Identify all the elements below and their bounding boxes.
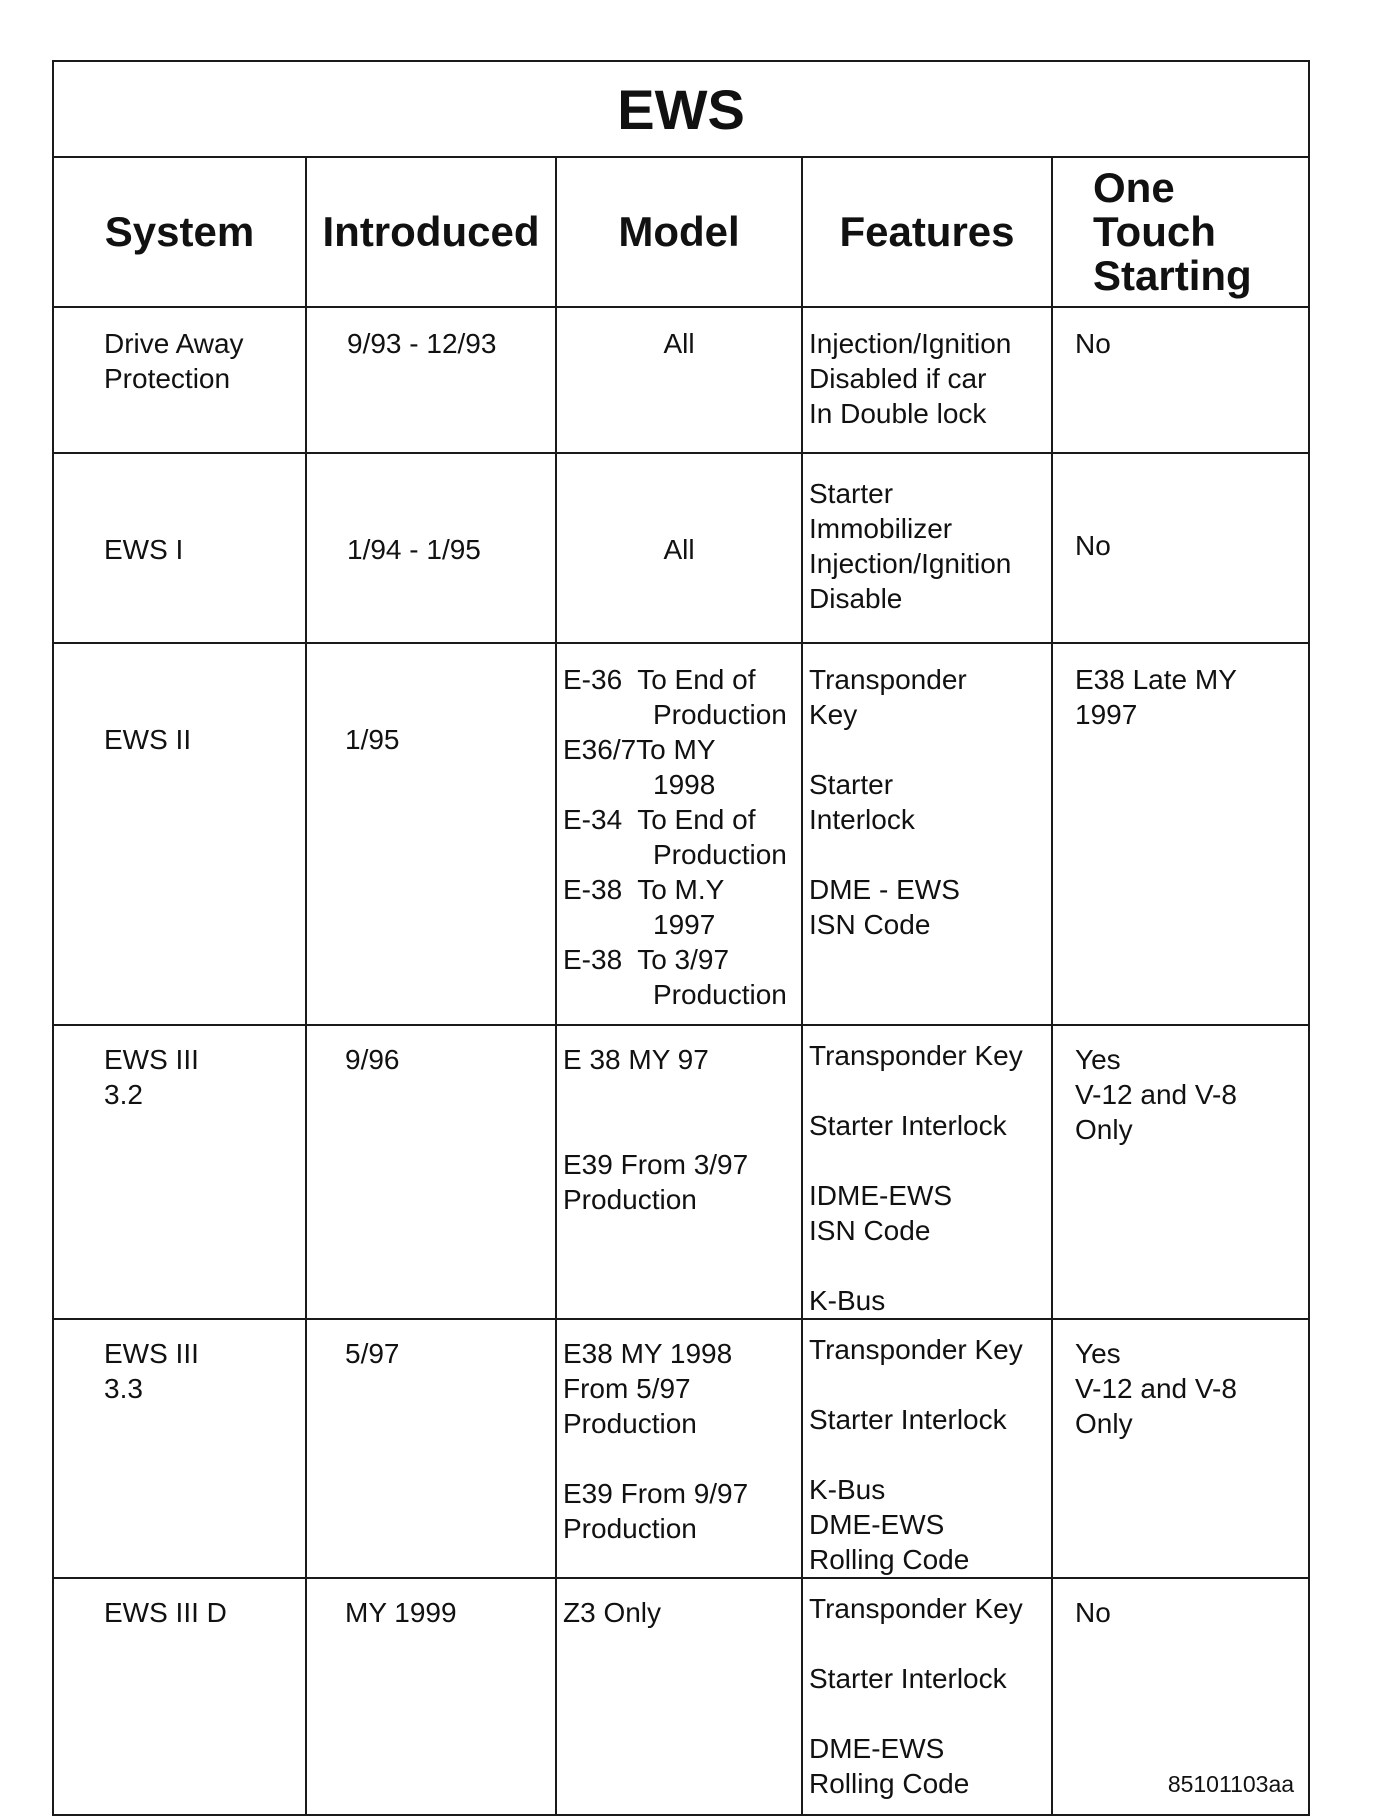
feature-text: Disable bbox=[809, 583, 903, 614]
feature-text: K-Bus bbox=[809, 1285, 886, 1316]
model-cell bbox=[556, 643, 802, 1025]
introduced-text: 9/93 - 12/93 bbox=[347, 328, 497, 359]
introduced-text: MY 1999 bbox=[345, 1597, 457, 1628]
model-text: E-38 To M.Y bbox=[563, 874, 725, 905]
model-text: All bbox=[663, 534, 695, 565]
one-touch-text: Yes bbox=[1075, 1044, 1121, 1075]
feature-text: DME-EWS bbox=[809, 1509, 945, 1540]
one-touch-text: E38 Late MY bbox=[1075, 664, 1237, 695]
header-one-touch-line: Starting bbox=[1093, 252, 1252, 300]
one-touch-text: V-12 and V-8 bbox=[1075, 1079, 1237, 1110]
table-row bbox=[53, 453, 1309, 643]
header-one-touch-starting bbox=[1052, 157, 1309, 307]
table-row bbox=[53, 307, 1309, 453]
system-text: Drive Away bbox=[104, 328, 244, 359]
feature-text: DME - EWS bbox=[809, 874, 960, 905]
line-gap bbox=[809, 732, 1051, 767]
one-touch-text: 1997 bbox=[1075, 699, 1138, 730]
model-text: Production bbox=[653, 839, 787, 870]
features-cell bbox=[802, 1578, 1052, 1815]
system-cell bbox=[53, 453, 306, 643]
line-gap bbox=[809, 837, 1051, 872]
feature-text: Starter Interlock bbox=[809, 1663, 1007, 1694]
system-text: EWS II bbox=[104, 724, 192, 755]
feature-text: Starter Interlock bbox=[809, 1404, 1007, 1435]
feature-text: K-Bus bbox=[809, 1474, 886, 1505]
one-touch-text: Only bbox=[1075, 1408, 1133, 1439]
feature-text: Starter Interlock bbox=[809, 1110, 1007, 1141]
model-text: Production bbox=[653, 699, 787, 730]
system-text: Protection bbox=[104, 363, 231, 394]
features-cell bbox=[802, 643, 1052, 1025]
line-gap bbox=[563, 1112, 801, 1147]
feature-text: Disabled if car bbox=[809, 363, 987, 394]
feature-text: Key bbox=[809, 699, 858, 730]
features-cell bbox=[802, 1319, 1052, 1578]
feature-text: ISN Code bbox=[809, 909, 931, 940]
system-text: 3.2 bbox=[104, 1079, 143, 1110]
introduced-text: 5/97 bbox=[345, 1338, 400, 1369]
header-system: System bbox=[53, 157, 306, 307]
line-gap bbox=[809, 1437, 1051, 1472]
table-row bbox=[53, 643, 1309, 1025]
one-touch-text: No bbox=[1075, 1597, 1111, 1628]
model-text: E39 From 3/97 bbox=[563, 1149, 749, 1180]
feature-text: Transponder Key bbox=[809, 1334, 1023, 1365]
header-one-touch-line: One bbox=[1093, 163, 1175, 211]
figure-code: 85101103aa bbox=[1167, 1771, 1295, 1797]
line-gap bbox=[563, 1441, 801, 1476]
feature-text: Rolling Code bbox=[809, 1544, 970, 1575]
model-cell bbox=[556, 307, 802, 453]
ews-table bbox=[52, 60, 1310, 1816]
line-gap bbox=[809, 1248, 1051, 1283]
model-text: E 38 MY 97 bbox=[563, 1044, 709, 1075]
system-cell bbox=[53, 1319, 306, 1578]
one-touch-cell bbox=[1052, 1025, 1309, 1319]
one-touch-text: Only bbox=[1075, 1114, 1133, 1145]
line-gap bbox=[809, 1696, 1051, 1731]
feature-text: Injection/Ignition bbox=[809, 328, 1012, 359]
introduced-cell bbox=[306, 1025, 556, 1319]
feature-text: ISN Code bbox=[809, 1215, 931, 1246]
model-text: E39 From 9/97 bbox=[563, 1478, 749, 1509]
one-touch-text: V-12 and V-8 bbox=[1075, 1373, 1237, 1404]
feature-text: Starter bbox=[809, 478, 894, 509]
feature-text: Transponder Key bbox=[809, 1040, 1023, 1071]
table-row bbox=[53, 1319, 1309, 1578]
model-text: Z3 Only bbox=[563, 1597, 662, 1628]
one-touch-cell bbox=[1052, 453, 1309, 643]
line-gap bbox=[809, 1626, 1051, 1661]
header-features: Features bbox=[802, 157, 1052, 307]
features-cell bbox=[802, 307, 1052, 453]
model-text: E-36 To End of bbox=[563, 664, 756, 695]
model-text: 1998 bbox=[653, 769, 716, 800]
line-gap bbox=[809, 1073, 1051, 1108]
model-text: Production bbox=[653, 979, 787, 1010]
table-row bbox=[53, 1578, 1309, 1815]
model-text: Production bbox=[563, 1513, 697, 1544]
model-text: E38 MY 1998 bbox=[563, 1338, 733, 1369]
feature-text: IDME-EWS bbox=[809, 1180, 953, 1211]
one-touch-cell bbox=[1052, 307, 1309, 453]
system-cell bbox=[53, 1025, 306, 1319]
introduced-cell bbox=[306, 453, 556, 643]
table-title: EWS bbox=[53, 61, 1309, 157]
introduced-text: 1/94 - 1/95 bbox=[347, 534, 481, 565]
introduced-cell bbox=[306, 307, 556, 453]
introduced-cell bbox=[306, 643, 556, 1025]
feature-text: Injection/Ignition bbox=[809, 548, 1012, 579]
introduced-cell bbox=[306, 1319, 556, 1578]
system-cell bbox=[53, 307, 306, 453]
feature-text: Transponder bbox=[809, 664, 967, 695]
line-gap bbox=[809, 1143, 1051, 1178]
model-cell bbox=[556, 1578, 802, 1815]
introduced-text: 9/96 bbox=[345, 1044, 400, 1075]
feature-text: Transponder Key bbox=[809, 1593, 1023, 1624]
introduced-cell bbox=[306, 1578, 556, 1815]
one-touch-text: Yes bbox=[1075, 1338, 1121, 1369]
one-touch-text: No bbox=[1075, 328, 1111, 359]
feature-text: In Double lock bbox=[809, 398, 987, 429]
header-introduced: Introduced bbox=[306, 157, 556, 307]
system-text: EWS III D bbox=[104, 1597, 227, 1628]
model-text: From 5/97 bbox=[563, 1373, 691, 1404]
feature-text: Interlock bbox=[809, 804, 915, 835]
model-text: All bbox=[663, 328, 695, 359]
feature-text: Starter bbox=[809, 769, 894, 800]
system-text: 3.3 bbox=[104, 1373, 143, 1404]
introduced-text: 1/95 bbox=[345, 724, 400, 755]
header-model: Model bbox=[556, 157, 802, 307]
model-cell bbox=[556, 453, 802, 643]
line-gap bbox=[563, 1077, 801, 1112]
features-cell bbox=[802, 453, 1052, 643]
system-cell bbox=[53, 643, 306, 1025]
system-cell bbox=[53, 1578, 306, 1815]
model-text: 1997 bbox=[653, 909, 716, 940]
one-touch-cell bbox=[1052, 643, 1309, 1025]
line-gap bbox=[809, 1367, 1051, 1402]
one-touch-cell bbox=[1052, 1578, 1309, 1815]
header-row bbox=[53, 157, 1309, 307]
model-text: E-34 To End of bbox=[563, 804, 756, 835]
feature-text: Rolling Code bbox=[809, 1768, 970, 1799]
model-text: E36/7To MY bbox=[563, 734, 716, 765]
feature-text: DME-EWS bbox=[809, 1733, 945, 1764]
model-text: Production bbox=[563, 1408, 697, 1439]
model-text: Production bbox=[563, 1184, 697, 1215]
model-text: E-38 To 3/97 bbox=[563, 944, 730, 975]
system-text: EWS III bbox=[104, 1044, 199, 1075]
table-body bbox=[53, 307, 1309, 1815]
one-touch-text: No bbox=[1075, 530, 1111, 561]
system-text: EWS I bbox=[104, 534, 184, 565]
model-cell bbox=[556, 1319, 802, 1578]
table-row bbox=[53, 1025, 1309, 1319]
system-text: EWS III bbox=[104, 1338, 199, 1369]
header-one-touch-line: Touch bbox=[1093, 207, 1216, 255]
features-cell bbox=[802, 1025, 1052, 1319]
model-cell bbox=[556, 1025, 802, 1319]
title-row bbox=[53, 61, 1309, 157]
feature-text: Immobilizer bbox=[809, 513, 953, 544]
one-touch-cell bbox=[1052, 1319, 1309, 1578]
